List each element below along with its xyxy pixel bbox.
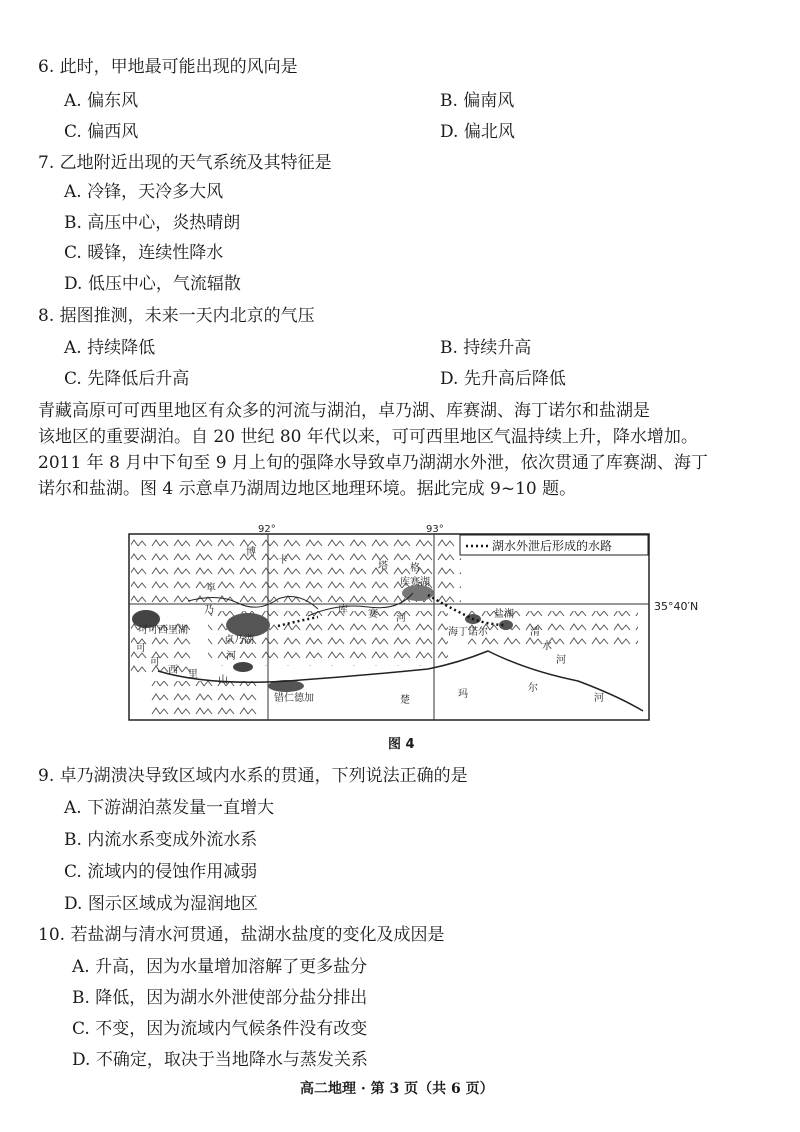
q10-option-d: D. 不确定，取决于当地降水与蒸发关系 xyxy=(72,1050,368,1070)
passage-line-1: 青藏高原可可西里地区有众多的河流与湖泊，卓乃湖、库赛湖、海丁诺尔和盐湖是 xyxy=(38,401,650,421)
label-zhuonai-lake: 卓乃湖 xyxy=(224,635,254,646)
label-hohxil-mt-3: 西 xyxy=(168,665,178,676)
label-hohxil-lake: 可可西里湖 xyxy=(138,625,188,636)
q9-stem: 9. 卓乃湖溃决导致区域内水系的贯通，下列说法正确的是 xyxy=(38,766,468,786)
label-hohxil-mt-2: 可 xyxy=(150,657,160,668)
label-kusai-river-3: 河 xyxy=(396,613,406,624)
figure-caption: 图 4 xyxy=(388,737,415,752)
label-river-he: 河 xyxy=(226,651,236,662)
q9-option-c: C. 流域内的侵蚀作用减弱 xyxy=(64,862,258,882)
label-haiding: 海丁诺尔 xyxy=(448,627,488,638)
label-qingshui-1: 清 xyxy=(530,627,540,638)
q6-option-d: D. 偏北风 xyxy=(440,122,515,142)
q6-stem: 6. 此时，甲地最可能出现的风向是 xyxy=(38,57,298,77)
label-hohxil-mt-1: 可 xyxy=(136,643,146,654)
q9-option-a: A. 下游湖泊蒸发量一直增大 xyxy=(64,798,275,818)
q7-stem: 7. 乙地附近出现的天气系统及其特征是 xyxy=(38,153,332,173)
q9-option-b: B. 内流水系变成外流水系 xyxy=(64,830,258,850)
q7-option-c: C. 暖锋，连续性降水 xyxy=(64,243,224,263)
passage-line-3: 2011 年 8 月中下旬至 9 月上旬的强降水导致卓乃湖湖水外泄，依次贯通了库赛湖、海丁 xyxy=(38,453,708,473)
zhuonai-lake xyxy=(226,613,270,637)
q8-stem: 8. 据图推测，未来一天内北京的气压 xyxy=(38,306,315,326)
lon-label-92: 92° xyxy=(258,524,276,535)
q7-option-a: A. 冷锋，天冷多大风 xyxy=(64,182,224,202)
page-footer: 高二地理 · 第 3 页（共 6 页） xyxy=(300,1081,494,1097)
label-chumaer-3: 尔 xyxy=(528,683,538,694)
label-qingshui-3: 河 xyxy=(556,655,566,666)
q8-option-c: C. 先降低后升高 xyxy=(64,369,190,389)
passage xyxy=(38,398,768,502)
q8-option-b: B. 持续升高 xyxy=(440,338,532,358)
lat-label: 35°40′N xyxy=(654,600,699,613)
label-ge: 格 xyxy=(410,563,420,574)
q10-option-a: A. 升高，因为水量增加溶解了更多盐分 xyxy=(72,957,368,977)
label-cuorendejia: 错仁德加 xyxy=(274,693,314,704)
figure-4-map xyxy=(128,521,652,721)
q6-option-c: C. 偏西风 xyxy=(64,122,139,142)
mountain-area-south xyxy=(148,681,258,716)
label-qingshui-2: 水 xyxy=(542,641,552,652)
salt-lake xyxy=(499,620,513,630)
label-chumaer-4: 河 xyxy=(594,693,604,704)
label-kusai-lake: 库赛湖 xyxy=(400,577,430,588)
label-hohxil-mt-4: 里 xyxy=(188,669,198,680)
q8-option-a: A. 持续降低 xyxy=(64,338,156,358)
legend-label: 湖水外泄后形成的水路 xyxy=(492,539,613,553)
small-lake-1 xyxy=(233,662,253,672)
label-ta: 塔 xyxy=(378,561,388,572)
label-hohxil-mt-5: 山 xyxy=(218,675,228,686)
q6-option-b: B. 偏南风 xyxy=(440,91,515,111)
label-kusai-river-1: 库 xyxy=(338,605,348,616)
q7-option-d: D. 低压中心，气流辐散 xyxy=(64,274,241,294)
label-nai: 乃 xyxy=(204,605,214,616)
label-salt-lake: 盐湖 xyxy=(494,609,514,620)
q10-option-c: C. 不变，因为流域内气候条件没有改变 xyxy=(72,1019,368,1039)
q8-option-d: D. 先升高后降低 xyxy=(440,369,566,389)
label-ka: 卡 xyxy=(278,555,288,566)
q10-option-b: B. 降低，因为湖水外泄使部分盐分排出 xyxy=(72,988,368,1008)
label-chumaer-2: 玛 xyxy=(458,689,468,700)
q10-stem: 10. 若盐湖与清水河贯通，盐湖水盐度的变化及成因是 xyxy=(38,925,445,945)
label-kusai-river-2: 赛 xyxy=(368,609,378,620)
label-bo: 博 xyxy=(246,547,256,558)
lon-label-93: 93° xyxy=(426,524,444,535)
passage-line-2: 该地区的重要湖泊。自 20 世纪 80 年代以来，可可西里地区气温持续上升，降水增加。 xyxy=(38,427,698,447)
q6-option-a: A. 偏东风 xyxy=(64,91,139,111)
q7-option-b: B. 高压中心，炎热晴朗 xyxy=(64,213,241,233)
label-zhuo: 卓 xyxy=(206,583,216,594)
passage-line-4: 诺尔和盐湖。图 4 示意卓乃湖周边地区地理环境。据此完成 9~10 题。 xyxy=(38,479,577,499)
q9-option-d: D. 图示区域成为湿润地区 xyxy=(64,894,258,914)
label-chumaer-1: 楚 xyxy=(400,695,410,706)
